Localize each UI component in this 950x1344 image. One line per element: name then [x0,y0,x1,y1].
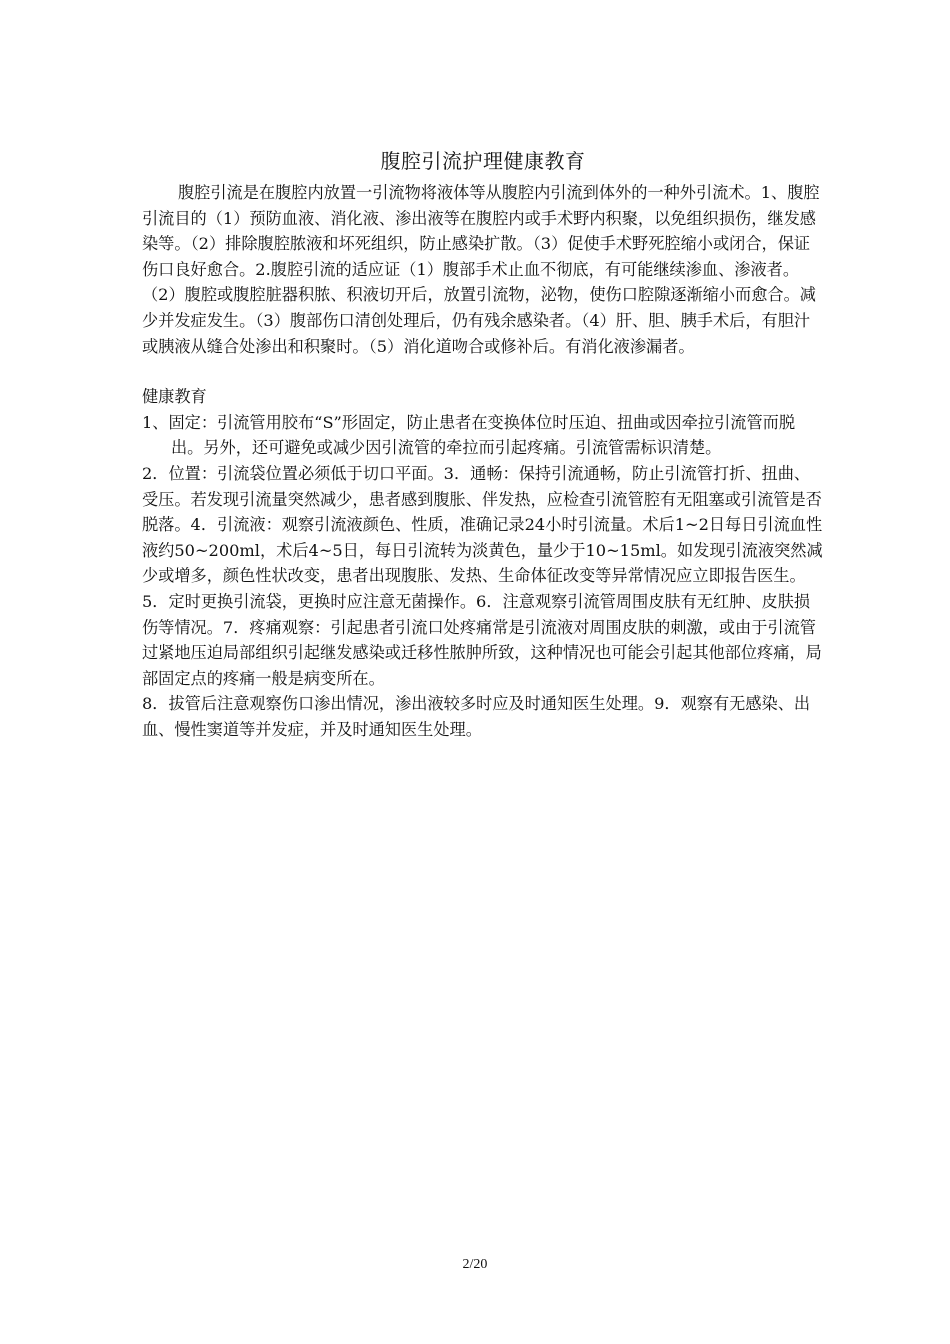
health-education-paragraph-3: 5．定时更换引流袋，更换时应注意无菌操作。6．注意观察引流管周围皮肤有无红肿、皮肤损伤等情况。7．疼痛观察：引起患者引流口处疼痛常是引流液对周围皮肤的刺激，或由于引流管过紧地压迫局部组织引起继发感染或迁移性脓肿所致，这种情况也可能会引起其他部位疼痛，局部固定点的疼痛一般是病变所在。 [142,591,822,688]
health-education-item-1: 1、固定：引流管用胶布“S”形固定，防止患者在变换体位时压迫、扭曲或因牵拉引流管而脱出。另外，还可避免或减少因引流管的牵拉而引起疼痛。引流管需标识清楚。 [142,412,796,458]
intro-paragraph: 腹腔引流是在腹腔内放置一引流物将液体等从腹腔内引流到体外的一种外引流术。1、腹腔引流目的（1）预防血液、消化液、渗出液等在腹腔内或手术野内积聚，以免组织损伤，继发感染等。（2）排除腹腔脓液和坏死组织，防止感染扩散。（3）促使手术野死腔缩小或闭合，保证伤口良好愈合。2.腹腔引流的适应证（1）腹部手术止血不彻底，有可能继续渗血、渗液者。（2）腹腔或腹腔脏器积脓、积液切开后，放置引流物，泌物，使伤口腔隙逐渐缩小而愈合。减少并发症发生。（3）腹部伤口清创处理后，仍有残余感染者。（4）肝、胆、胰手术后，有胆汁或胰液从缝合处渗出和积聚时。（5）消化道吻合或修补后。有消化液渗漏者。 [142,183,820,356]
health-education-paragraph-4: 8．拔管后注意观察伤口渗出情况，渗出液较多时应及时通知医生处理。9．观察有无感染、出血、慢性窦道等并发症，并及时通知医生处理。 [142,694,811,739]
page-number: 2/20 [462,1257,488,1272]
health-education-paragraph-2: 2．位置：引流袋位置必须低于切口平面。3．通畅：保持引流通畅，防止引流管打折、扭曲、受压。若发现引流量突然减少，患者感到腹胀、伴发热，应检查引流管腔有无阻塞或引流管是否脱落。4．引流液：观察引流液颜色、性质，准确记录24小时引流量。术后1~2日每日引流血性液约50~200ml，术后4~5日，每日引流转为淡黄色，量少于10~15ml。如发现引流液突然减少或增多，颜色性状改变，患者出现腹胀、发热、生命体征改变等异常情况应立即报告医生。 [142,463,823,586]
section-heading: 健康教育 [142,387,207,407]
document-content [142,144,824,742]
document-title: 腹腔引流护理健康教育 [380,149,586,173]
section-spacer [142,359,824,384]
